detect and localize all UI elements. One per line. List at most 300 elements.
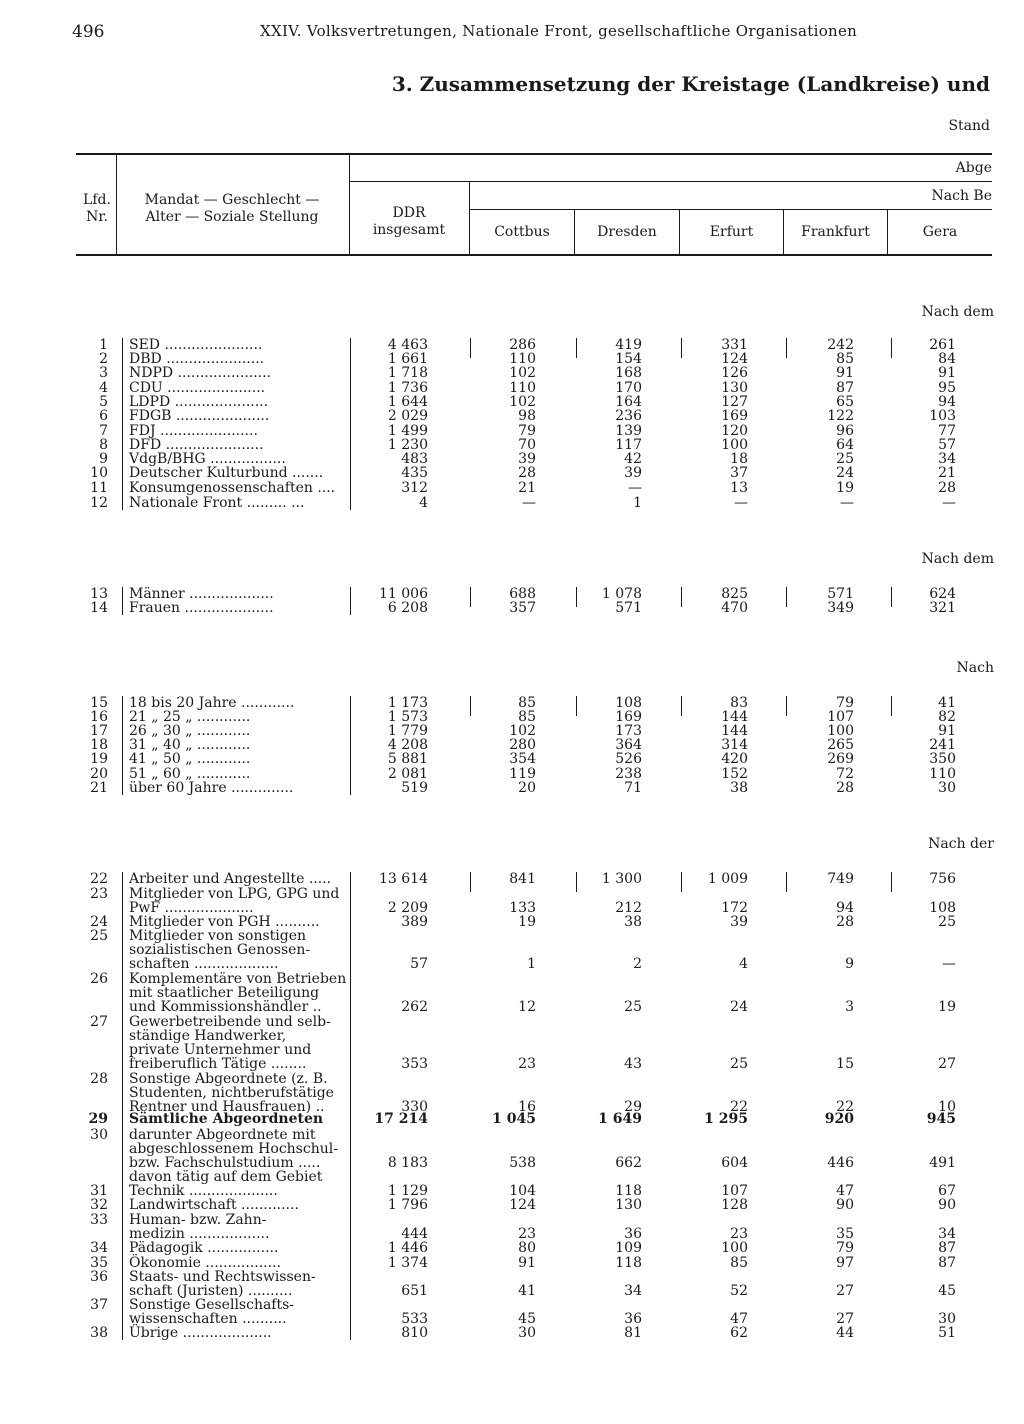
cell-value: 9 (845, 956, 854, 972)
cell-value: — (522, 495, 536, 511)
row-label: Komplementäre von Betrieben (129, 971, 347, 987)
cell-value: 37 (730, 465, 748, 481)
row-label: Studenten, nichtberufstätige (129, 1085, 334, 1101)
header-mandat: Mandat — Geschlecht — Alter — Soziale Stellung (144, 192, 320, 225)
cell-value: 2 029 (387, 408, 428, 424)
cell-value: 110 (929, 766, 956, 782)
cell-value: 95 (938, 380, 956, 396)
row-label: Männer ................... (129, 586, 274, 602)
row-number: 37 (90, 1297, 108, 1313)
cell-value: 330 (401, 1099, 428, 1115)
row-label: Staats- und Rechtswissen- (129, 1269, 316, 1285)
section-label-partei: Nach dem (921, 304, 994, 320)
row-label: Mitglieder von sonstigen (129, 928, 307, 944)
cell-value: 8 183 (387, 1155, 428, 1171)
cell-value: 100 (721, 437, 748, 453)
cell-value: 18 (730, 451, 748, 467)
cell-value: — (942, 495, 956, 511)
row-number: 31 (90, 1183, 108, 1199)
cell-value: 38 (624, 914, 642, 930)
cell-value: — (734, 495, 748, 511)
row-number: 4 (99, 380, 108, 396)
cell-value: 47 (730, 1311, 748, 1327)
cell-value: 1 718 (387, 365, 428, 381)
cell-value: 100 (827, 723, 854, 739)
row-label: Nationale Front ......... ... (129, 495, 305, 511)
cell-value: 102 (509, 723, 536, 739)
cell-value: — (942, 956, 956, 972)
row-label: Pädagogik ................ (129, 1240, 279, 1256)
row-number: 34 (90, 1240, 108, 1256)
row-number: 17 (90, 723, 108, 739)
cell-value: 110 (509, 380, 536, 396)
row-label: ständige Handwerker, (129, 1028, 287, 1044)
row-number: 21 (90, 780, 108, 796)
cell-value: 435 (401, 465, 428, 481)
row-label: CDU ...................... (129, 380, 266, 396)
cell-value: 24 (836, 465, 854, 481)
cell-value: 286 (509, 337, 536, 353)
cell-value: 47 (836, 1183, 854, 1199)
cell-value: 154 (615, 351, 642, 367)
cell-value: 133 (509, 900, 536, 916)
cell-value: 1 736 (387, 380, 428, 396)
cell-value: 117 (615, 437, 642, 453)
cell-value: 39 (518, 451, 536, 467)
row-label: sozialistischen Genossen- (129, 942, 311, 958)
row-label: LDPD ..................... (129, 394, 269, 410)
cell-value: 24 (730, 999, 748, 1015)
col-header-cottbus: Cottbus (494, 224, 550, 240)
cell-value: 21 (938, 465, 956, 481)
cell-value: 81 (624, 1325, 642, 1341)
cell-value: 19 (836, 480, 854, 496)
row-number: 14 (90, 600, 108, 616)
cell-value: 841 (509, 871, 536, 887)
cell-value: 19 (518, 914, 536, 930)
cell-value: 419 (615, 337, 642, 353)
row-number: 5 (99, 394, 108, 410)
cell-value: 4 463 (387, 337, 428, 353)
cell-value: 1 045 (492, 1111, 536, 1127)
cell-value: 1 078 (601, 586, 642, 602)
cell-value: 4 208 (387, 737, 428, 753)
row-number: 28 (90, 1071, 108, 1087)
cell-value: 34 (624, 1283, 642, 1299)
cell-value: 45 (938, 1283, 956, 1299)
cell-value: 94 (836, 900, 854, 916)
row-label: Human- bzw. Zahn- (129, 1212, 267, 1228)
cell-value: 444 (401, 1226, 428, 1242)
cell-value: — (628, 480, 642, 496)
header-abge: Abge (955, 160, 992, 176)
cell-value: 331 (721, 337, 748, 353)
cell-value: 65 (836, 394, 854, 410)
row-number: 35 (90, 1255, 108, 1271)
cell-value: 354 (509, 751, 536, 767)
row-label: Sonstige Gesellschafts- (129, 1297, 295, 1313)
cell-value: 107 (827, 709, 854, 725)
cell-value: 756 (929, 871, 956, 887)
cell-value: 353 (401, 1056, 428, 1072)
cell-value: 28 (836, 914, 854, 930)
row-number: 29 (88, 1111, 108, 1127)
cell-value: 122 (827, 408, 854, 424)
cell-value: 36 (624, 1226, 642, 1242)
cell-value: 25 (836, 451, 854, 467)
cell-value: 1 644 (387, 394, 428, 410)
cell-value: 920 (824, 1111, 854, 1127)
cell-value: 144 (721, 709, 748, 725)
cell-value: 169 (721, 408, 748, 424)
cell-value: 124 (509, 1197, 536, 1213)
cell-value: 350 (929, 751, 956, 767)
cell-value: 15 (836, 1056, 854, 1072)
cell-value: 102 (509, 394, 536, 410)
cell-value: 17 214 (374, 1111, 428, 1127)
cell-value: 241 (929, 737, 956, 753)
cell-value: 28 (836, 780, 854, 796)
cell-value: 825 (721, 586, 748, 602)
cell-value: 104 (509, 1183, 536, 1199)
cell-value: 83 (730, 695, 748, 711)
cell-value: 280 (509, 737, 536, 753)
cell-value: 321 (929, 600, 956, 616)
row-number: 25 (90, 928, 108, 944)
row-number: 19 (90, 751, 108, 767)
cell-value: 1 796 (387, 1197, 428, 1213)
row-number: 26 (90, 971, 108, 987)
row-number: 12 (90, 495, 108, 511)
cell-value: 749 (827, 871, 854, 887)
cell-value: 109 (615, 1240, 642, 1256)
cell-value: 1 374 (387, 1255, 428, 1271)
cell-value: 1 295 (704, 1111, 748, 1127)
cell-value: 1 661 (387, 351, 428, 367)
row-label: 18 bis 20 Jahre ............ (129, 695, 295, 711)
cell-value: 91 (938, 723, 956, 739)
row-number: 30 (90, 1127, 108, 1143)
cell-value: 57 (410, 956, 428, 972)
cell-value: 2 209 (387, 900, 428, 916)
cell-value: 62 (730, 1325, 748, 1341)
cell-value: 67 (938, 1183, 956, 1199)
row-label: 26 „ 30 „ ............ (129, 723, 251, 739)
cell-value: 38 (730, 780, 748, 796)
cell-value: 144 (721, 723, 748, 739)
cell-value: 945 (926, 1111, 956, 1127)
cell-value: 79 (836, 1240, 854, 1256)
row-number: 23 (90, 886, 108, 902)
row-label: freiberuflich Tätige ........ (129, 1056, 307, 1072)
row-label: schaft (Juristen) .......... (129, 1283, 293, 1299)
cell-value: 130 (615, 1197, 642, 1213)
section-label-sozial: Nach der (928, 836, 994, 852)
cell-value: 30 (938, 1311, 956, 1327)
cell-value: 28 (518, 465, 536, 481)
row-label: Landwirtschaft ............. (129, 1197, 299, 1213)
cell-value: 236 (615, 408, 642, 424)
cell-value: 152 (721, 766, 748, 782)
running-head: XXIV. Volksvertretungen, Nationale Front, gesellschaftliche Organisationen (260, 22, 858, 40)
row-label: 21 „ 25 „ ............ (129, 709, 251, 725)
row-label: darunter Abgeordnete mit (129, 1127, 316, 1143)
cell-value: 23 (518, 1056, 536, 1072)
col-header-gera: Gera (922, 224, 958, 240)
row-label: FDGB ..................... (129, 408, 270, 424)
cell-value: 41 (518, 1283, 536, 1299)
cell-value: 624 (929, 586, 956, 602)
cell-value: 126 (721, 365, 748, 381)
row-number: 7 (99, 423, 108, 439)
cell-value: 98 (518, 408, 536, 424)
cell-value: 103 (929, 408, 956, 424)
stand-label: Stand (948, 118, 990, 134)
row-number: 1 (99, 337, 108, 353)
cell-value: 25 (730, 1056, 748, 1072)
cell-value: 44 (836, 1325, 854, 1341)
cell-value: 4 (419, 495, 428, 511)
cell-value: 173 (615, 723, 642, 739)
cell-value: 118 (615, 1255, 642, 1271)
cell-value: 6 208 (387, 600, 428, 616)
col-header-erfurt: Erfurt (709, 224, 754, 240)
cell-value: 526 (615, 751, 642, 767)
cell-value: 64 (836, 437, 854, 453)
cell-value: 30 (938, 780, 956, 796)
cell-value: 91 (836, 365, 854, 381)
cell-value: 16 (518, 1099, 536, 1115)
cell-value: 1 300 (601, 871, 642, 887)
cell-value: 87 (836, 380, 854, 396)
cell-value: 35 (836, 1226, 854, 1242)
cell-value: 262 (401, 999, 428, 1015)
cell-value: 269 (827, 751, 854, 767)
cell-value: 533 (401, 1311, 428, 1327)
row-number: 32 (90, 1197, 108, 1213)
cell-value: 85 (730, 1255, 748, 1271)
cell-value: 312 (401, 480, 428, 496)
row-label: mit staatlicher Beteiligung (129, 985, 320, 1001)
cell-value: 349 (827, 600, 854, 616)
cell-value: 108 (929, 900, 956, 916)
row-label: DFD ...................... (129, 437, 264, 453)
cell-value: 102 (509, 365, 536, 381)
cell-value: 2 (633, 956, 642, 972)
cell-value: 265 (827, 737, 854, 753)
row-label: Arbeiter und Angestellte ..... (129, 871, 332, 887)
cell-value: 172 (721, 900, 748, 916)
row-number: 3 (99, 365, 108, 381)
cell-value: 107 (721, 1183, 748, 1199)
row-label: Sämtliche Abgeordneten (129, 1111, 324, 1127)
row-number: 15 (90, 695, 108, 711)
cell-value: 130 (721, 380, 748, 396)
row-number: 6 (99, 408, 108, 424)
cell-value: 96 (836, 423, 854, 439)
row-number: 13 (90, 586, 108, 602)
cell-value: 364 (615, 737, 642, 753)
row-label: und Kommissionshändler .. (129, 999, 322, 1015)
cell-value: 72 (836, 766, 854, 782)
cell-value: 1 (527, 956, 536, 972)
cell-value: 120 (721, 423, 748, 439)
cell-value: 25 (938, 914, 956, 930)
row-number: 24 (90, 914, 108, 930)
cell-value: 571 (827, 586, 854, 602)
cell-value: 22 (730, 1099, 748, 1115)
cell-value: 87 (938, 1240, 956, 1256)
cell-value: 212 (615, 900, 642, 916)
cell-value: 28 (938, 480, 956, 496)
row-label: Sonstige Abgeordnete (z. B. (129, 1071, 328, 1087)
row-label: Übrige .................... (129, 1325, 272, 1341)
section-label-alter: Nach (956, 660, 994, 676)
row-label: PwF .................... (129, 900, 254, 916)
cell-value: 261 (929, 337, 956, 353)
cell-value: 168 (615, 365, 642, 381)
cell-value: 446 (827, 1155, 854, 1171)
cell-value: 357 (509, 600, 536, 616)
row-label: davon tätig auf dem Gebiet (129, 1169, 323, 1185)
cell-value: 30 (518, 1325, 536, 1341)
cell-value: 27 (836, 1311, 854, 1327)
cell-value: 41 (938, 695, 956, 711)
cell-value: 34 (938, 1226, 956, 1242)
cell-value: 169 (615, 709, 642, 725)
cell-value: 420 (721, 751, 748, 767)
cell-value: 651 (401, 1283, 428, 1299)
cell-value: 118 (615, 1183, 642, 1199)
cell-value: 23 (518, 1226, 536, 1242)
row-label: Konsumgenossenschaften .... (129, 480, 336, 496)
row-label: bzw. Fachschulstudium ..... (129, 1155, 321, 1171)
cell-value: 70 (518, 437, 536, 453)
row-number: 11 (90, 480, 108, 496)
row-label: schaften ................... (129, 956, 279, 972)
cell-value: 90 (836, 1197, 854, 1213)
row-number: 22 (90, 871, 108, 887)
cell-value: 85 (836, 351, 854, 367)
cell-value: 1 230 (387, 437, 428, 453)
table-title: 3. Zusammensetzung der Kreistage (Landkreise) und (391, 72, 990, 96)
cell-value: 139 (615, 423, 642, 439)
cell-value: 82 (938, 709, 956, 725)
row-label: Technik .................... (129, 1183, 278, 1199)
row-label: Gewerbetreibende und selb- (129, 1014, 331, 1030)
cell-value: 23 (730, 1226, 748, 1242)
row-label: FDJ ...................... (129, 423, 258, 439)
cell-value: 2 081 (387, 766, 428, 782)
header-ddr: DDR insgesamt (372, 205, 446, 238)
row-label: NDPD ..................... (129, 365, 272, 381)
cell-value: 4 (739, 956, 748, 972)
row-label: VdgB/BHG ................. (129, 451, 286, 467)
row-label: DBD ...................... (129, 351, 265, 367)
cell-value: 470 (721, 600, 748, 616)
cell-value: 1 649 (598, 1111, 642, 1127)
cell-value: 127 (721, 394, 748, 410)
cell-value: 94 (938, 394, 956, 410)
cell-value: 1 009 (707, 871, 748, 887)
cell-value: 77 (938, 423, 956, 439)
cell-value: 85 (518, 695, 536, 711)
cell-value: 100 (721, 1240, 748, 1256)
cell-value: 519 (401, 780, 428, 796)
cell-value: 13 614 (379, 871, 428, 887)
cell-value: 39 (624, 465, 642, 481)
cell-value: 29 (624, 1099, 642, 1115)
cell-value: 571 (615, 600, 642, 616)
cell-value: 22 (836, 1099, 854, 1115)
cell-value: 662 (615, 1155, 642, 1171)
cell-value: 34 (938, 451, 956, 467)
row-label: SED ...................... (129, 337, 263, 353)
cell-value: 91 (938, 365, 956, 381)
row-label: 41 „ 50 „ ............ (129, 751, 251, 767)
cell-value: 45 (518, 1311, 536, 1327)
row-label: Mitglieder von LPG, GPG und (129, 886, 340, 902)
row-number: 20 (90, 766, 108, 782)
cell-value: 1 173 (387, 695, 428, 711)
cell-value: 91 (518, 1255, 536, 1271)
row-label: abgeschlossenem Hochschul- (129, 1141, 338, 1157)
cell-value: 128 (721, 1197, 748, 1213)
row-label: 51 „ 60 „ ............ (129, 766, 251, 782)
cell-value: 21 (518, 480, 536, 496)
cell-value: 238 (615, 766, 642, 782)
row-number: 16 (90, 709, 108, 725)
row-number: 8 (99, 437, 108, 453)
row-label: 31 „ 40 „ ............ (129, 737, 251, 753)
cell-value: 13 (730, 480, 748, 496)
cell-value: 36 (624, 1311, 642, 1327)
cell-value: 170 (615, 380, 642, 396)
cell-value: 97 (836, 1255, 854, 1271)
cell-value: 11 006 (379, 586, 428, 602)
row-label: Frauen .................... (129, 600, 274, 616)
cell-value: 110 (509, 351, 536, 367)
page-number: 496 (72, 22, 105, 42)
cell-value: 538 (509, 1155, 536, 1171)
cell-value: 164 (615, 394, 642, 410)
cell-value: 1 446 (387, 1240, 428, 1256)
cell-value: 43 (624, 1056, 642, 1072)
cell-value: 52 (730, 1283, 748, 1299)
cell-value: 389 (401, 914, 428, 930)
cell-value: 51 (938, 1325, 956, 1341)
cell-value: 84 (938, 351, 956, 367)
row-label: Mitglieder von PGH .......... (129, 914, 320, 930)
header-nach-be: Nach Be (931, 188, 992, 204)
cell-value: 483 (401, 451, 428, 467)
cell-value: 85 (518, 709, 536, 725)
row-number: 33 (90, 1212, 108, 1228)
row-number: 18 (90, 737, 108, 753)
cell-value: — (840, 495, 854, 511)
cell-value: 19 (938, 999, 956, 1015)
cell-value: 108 (615, 695, 642, 711)
row-label: private Unternehmer und (129, 1042, 312, 1058)
row-number: 10 (90, 465, 108, 481)
row-label: wissenschaften .......... (129, 1311, 287, 1327)
cell-value: 119 (509, 766, 536, 782)
cell-value: 124 (721, 351, 748, 367)
cell-value: 10 (938, 1099, 956, 1115)
cell-value: 39 (730, 914, 748, 930)
header-lfd-nr: Lfd. Nr. (83, 192, 111, 225)
cell-value: 1 129 (387, 1183, 428, 1199)
